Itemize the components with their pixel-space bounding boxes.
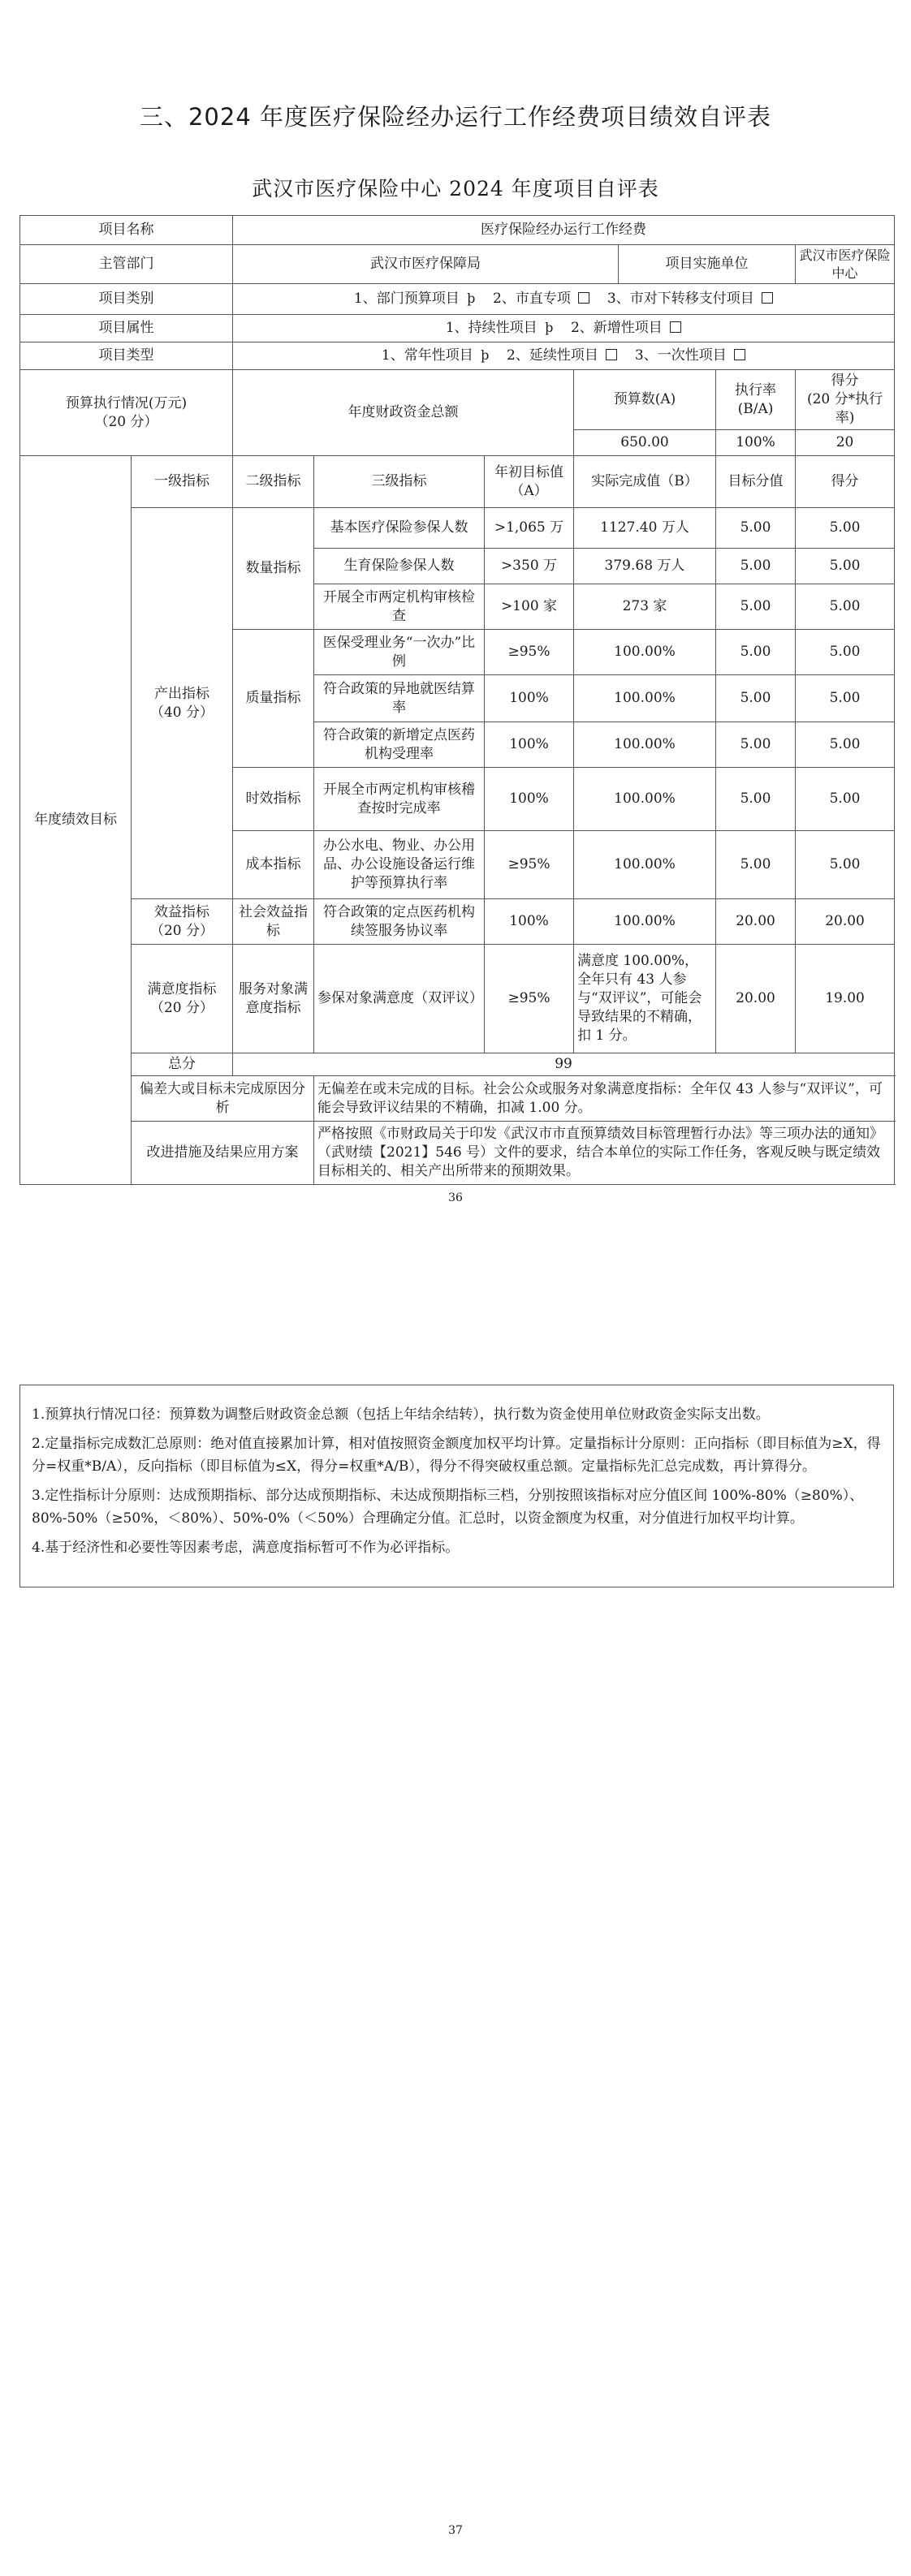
checked-mark: þ	[481, 347, 490, 364]
indicator-name: 基本医疗保险参保人数	[314, 508, 485, 549]
table-row	[20, 1122, 895, 1185]
rate-value: 100%	[716, 430, 796, 456]
col-rate-sub: (B/A)	[737, 400, 774, 417]
indicator-weight: 5.00	[716, 831, 796, 899]
unchecked-box-icon	[734, 349, 745, 360]
page-number: 37	[448, 2524, 463, 2537]
indicator-target: 100%	[485, 675, 574, 722]
unchecked-box-icon	[762, 292, 773, 304]
cost-indicator: 成本指标	[233, 831, 314, 899]
indicator-score: 5.00	[796, 675, 895, 722]
indicator-name: 参保对象满意度（双评议）	[314, 945, 485, 1053]
col-score	[796, 370, 895, 430]
indicator-target: >1,065 万	[485, 508, 574, 549]
cell-label: 项目实施单位	[619, 245, 796, 284]
indicator-weight: 5.00	[716, 584, 796, 630]
option-label: 1、持续性项目	[445, 320, 538, 337]
indicator-actual: 1127.40 万人	[574, 508, 716, 549]
page-number: 36	[448, 1191, 463, 1204]
col-rate	[716, 370, 796, 430]
unchecked-box-icon	[670, 321, 681, 333]
cell-label: 项目类型	[20, 342, 233, 370]
service-indicator: 服务对象满意度指标	[233, 945, 314, 1053]
indicator-name: 办公水电、物业、办公用品、办公设施设备运行维护等预算执行率	[314, 831, 485, 899]
type-options	[233, 342, 895, 370]
table-row	[20, 508, 895, 549]
cell-label: 项目类别	[20, 284, 233, 315]
output-score: （40 分）	[149, 704, 214, 721]
score-value: 20	[796, 430, 895, 456]
budget-value: 650.00	[574, 430, 716, 456]
indicator-weight: 5.00	[716, 675, 796, 722]
budget-label-text: 预算执行情况(万元)	[65, 394, 188, 411]
option-label: 3、一次性项目	[634, 347, 727, 364]
indicator-target: >100 家	[485, 584, 574, 630]
page-heading: 三、2024 年度医疗保险经办运行工作经费项目绩效自评表	[139, 103, 772, 131]
improvement-text: 严格按照《市财政局关于印发《武汉市市直预算绩效目标管理暂行办法》等三项办法的通知》（武财绩【2021】546 号）文件的要求，结合本单位的实际工作任务，客观反映与既定绩效目标相关的、相关产出所带来的预期效果。	[314, 1122, 895, 1185]
indicator-actual: 100.00%	[574, 831, 716, 899]
deviation-label: 偏差大或目标未完成原因分析	[132, 1076, 314, 1122]
note-item: 1.预算执行情况口径：预算数为调整后财政资金总额（包括上年结余结转），执行数为资金使用单位财政资金实际支出数。	[32, 1406, 770, 1423]
option-label: 3、市对下转移支付项目	[607, 291, 754, 308]
social-indicator: 社会效益指标	[233, 899, 314, 945]
total-value: 99	[233, 1053, 895, 1076]
header-level3: 三级指标	[314, 456, 485, 508]
indicator-actual: 100.00%	[574, 722, 716, 768]
indicator-target: ≥95%	[485, 945, 574, 1053]
indicator-actual: 379.68 万人	[574, 549, 716, 584]
timeliness-indicator: 时效指标	[233, 768, 314, 831]
indicator-score: 19.00	[796, 945, 895, 1053]
indicator-name: 医保受理业务“一次办”比例	[314, 630, 485, 675]
header-actual: 实际完成值（B）	[574, 456, 716, 508]
header-level1: 一级指标	[132, 456, 233, 508]
table-row	[20, 284, 895, 315]
checked-mark: þ	[545, 320, 554, 336]
indicator-target: 100%	[485, 899, 574, 945]
indicator-name: 开展全市两定机构审核稽查按时完成率	[314, 768, 485, 831]
table-row	[20, 315, 895, 342]
indicator-actual: 100.00%	[574, 675, 716, 722]
indicator-score: 5.00	[796, 584, 895, 630]
indicator-score: 5.00	[796, 722, 895, 768]
col-score-sub: (20 分*执行率)	[806, 391, 883, 427]
satisfaction-indicator	[132, 945, 233, 1053]
budget-label-score: （20 分）	[94, 413, 158, 430]
indicator-target: ≥95%	[485, 630, 574, 675]
note-item: 4.基于经济性和必要性等因素考虑，满意度指标暂可不作为必评指标。	[32, 1540, 460, 1557]
indicator-score: 5.00	[796, 831, 895, 899]
indicator-target: 100%	[485, 768, 574, 831]
indicator-weight: 5.00	[716, 768, 796, 831]
indicator-name: 开展全市两定机构审核检查	[314, 584, 485, 630]
option-label: 2、延续性项目	[507, 347, 598, 364]
indicator-actual: 100.00%	[574, 768, 716, 831]
indicator-weight: 5.00	[716, 508, 796, 549]
indicator-weight: 5.00	[716, 722, 796, 768]
indicator-name: 符合政策的异地就医结算率	[314, 675, 485, 722]
unchecked-box-icon	[578, 292, 589, 304]
indicator-target: ≥95%	[485, 831, 574, 899]
cell-value: 武汉市医疗保险中心	[796, 245, 895, 284]
indicator-score: 5.00	[796, 630, 895, 675]
indicator-score: 5.00	[796, 549, 895, 584]
option-label: 2、新增性项目	[570, 320, 663, 337]
indicator-score: 20.00	[796, 899, 895, 945]
improvement-label: 改进措施及结果应用方案	[132, 1122, 314, 1185]
indicator-actual: 100.00%	[574, 630, 716, 675]
note-item: 3.定性指标计分原则：达成预期指标、部分达成预期指标、未达成预期指标三档，分别按照该指标对应分值区间 100%-80%（≥80%）、80%-50%（≥50%，＜80%）、50%-0%（＜50%）合理确定分值。汇总时，以资金额度为权重，对分值进行加权平均计算。	[32, 1488, 864, 1527]
quality-indicator: 质量指标	[233, 630, 314, 768]
table-row	[20, 945, 895, 1053]
option-label: 1、部门预算项目	[353, 291, 460, 308]
category-options	[233, 284, 895, 315]
col-budget: 预算数(A)	[574, 370, 716, 430]
indicator-score: 5.00	[796, 768, 895, 831]
indicator-name: 符合政策的定点医药机构续签服务协议率	[314, 899, 485, 945]
goals-label: 年度绩效目标	[20, 456, 132, 1185]
checked-mark: þ	[467, 291, 476, 307]
indicator-name: 生育保险参保人数	[314, 549, 485, 584]
notes-box	[19, 1385, 894, 1587]
output-label: 产出指标	[154, 685, 209, 702]
header-level2: 二级指标	[233, 456, 314, 508]
total-label: 总分	[132, 1053, 233, 1076]
indicator-weight: 5.00	[716, 630, 796, 675]
table-row	[20, 245, 895, 284]
indicator-actual: 273 家	[574, 584, 716, 630]
cell-value: 武汉市医疗保障局	[233, 245, 619, 284]
satisfaction-label: 满意度指标	[147, 980, 217, 997]
satisfaction-score: （20 分）	[149, 999, 214, 1016]
budget-label	[20, 370, 233, 456]
header-weight: 目标分值	[716, 456, 796, 508]
fund-label: 年度财政资金总额	[233, 370, 574, 456]
option-label: 2、市直专项	[493, 291, 571, 308]
indicator-target: >350 万	[485, 549, 574, 584]
cell-label: 主管部门	[20, 245, 233, 284]
unchecked-box-icon	[606, 349, 617, 360]
col-rate-text: 执行率	[735, 381, 776, 398]
indicator-weight: 5.00	[716, 549, 796, 584]
table-row	[20, 1053, 895, 1076]
benefit-indicator	[132, 899, 233, 945]
option-label: 1、常年性项目	[381, 347, 473, 364]
cell-value: 医疗保险经办运行工作经费	[233, 216, 895, 245]
table-row	[20, 216, 895, 245]
output-indicator	[132, 508, 233, 899]
indicator-score: 5.00	[796, 508, 895, 549]
table-row	[20, 370, 895, 430]
cell-label: 项目属性	[20, 315, 233, 342]
table-row	[20, 1076, 895, 1122]
table-title: 武汉市医疗保险中心 2024 年度项目自评表	[252, 177, 659, 200]
benefit-label: 效益指标	[154, 903, 209, 920]
attribute-options	[233, 315, 895, 342]
indicator-name: 符合政策的新增定点医药机构受理率	[314, 722, 485, 768]
indicator-actual: 满意度 100.00%，全年只有 43 人参与“双评议”，可能会导致结果的不精确，扣 1 分。	[574, 945, 716, 1053]
header-score: 得分	[796, 456, 895, 508]
benefit-score: （20 分）	[149, 922, 214, 939]
indicator-weight: 20.00	[716, 945, 796, 1053]
indicator-weight: 20.00	[716, 899, 796, 945]
table-row	[20, 456, 895, 508]
indicator-target: 100%	[485, 722, 574, 768]
quantity-indicator: 数量指标	[233, 508, 314, 630]
indicator-actual: 100.00%	[574, 899, 716, 945]
col-score-text: 得分	[831, 373, 859, 390]
header-target: 年初目标值（A）	[485, 456, 574, 508]
deviation-text: 无偏差在或未完成的目标。社会公众或服务对象满意度指标：全年仅 43 人参与“双评议”，可能会导致评议结果的不精确，扣减 1.00 分。	[314, 1076, 895, 1122]
table-row	[20, 342, 895, 370]
note-item: 2.定量指标完成数汇总原则：绝对值直接累加计算，相对值按照资金额度加权平均计算。定量指标计分原则：正向指标（即目标值为≥X，得分=权重*B/A），反向指标（即目标值为≤X，得分=权重*A/B），得分不得突破权重总额。定量指标先汇总完成数，再计算得分。	[32, 1436, 881, 1475]
cell-label: 项目名称	[20, 216, 233, 245]
self-evaluation-table	[19, 215, 895, 1185]
table-row	[20, 899, 895, 945]
